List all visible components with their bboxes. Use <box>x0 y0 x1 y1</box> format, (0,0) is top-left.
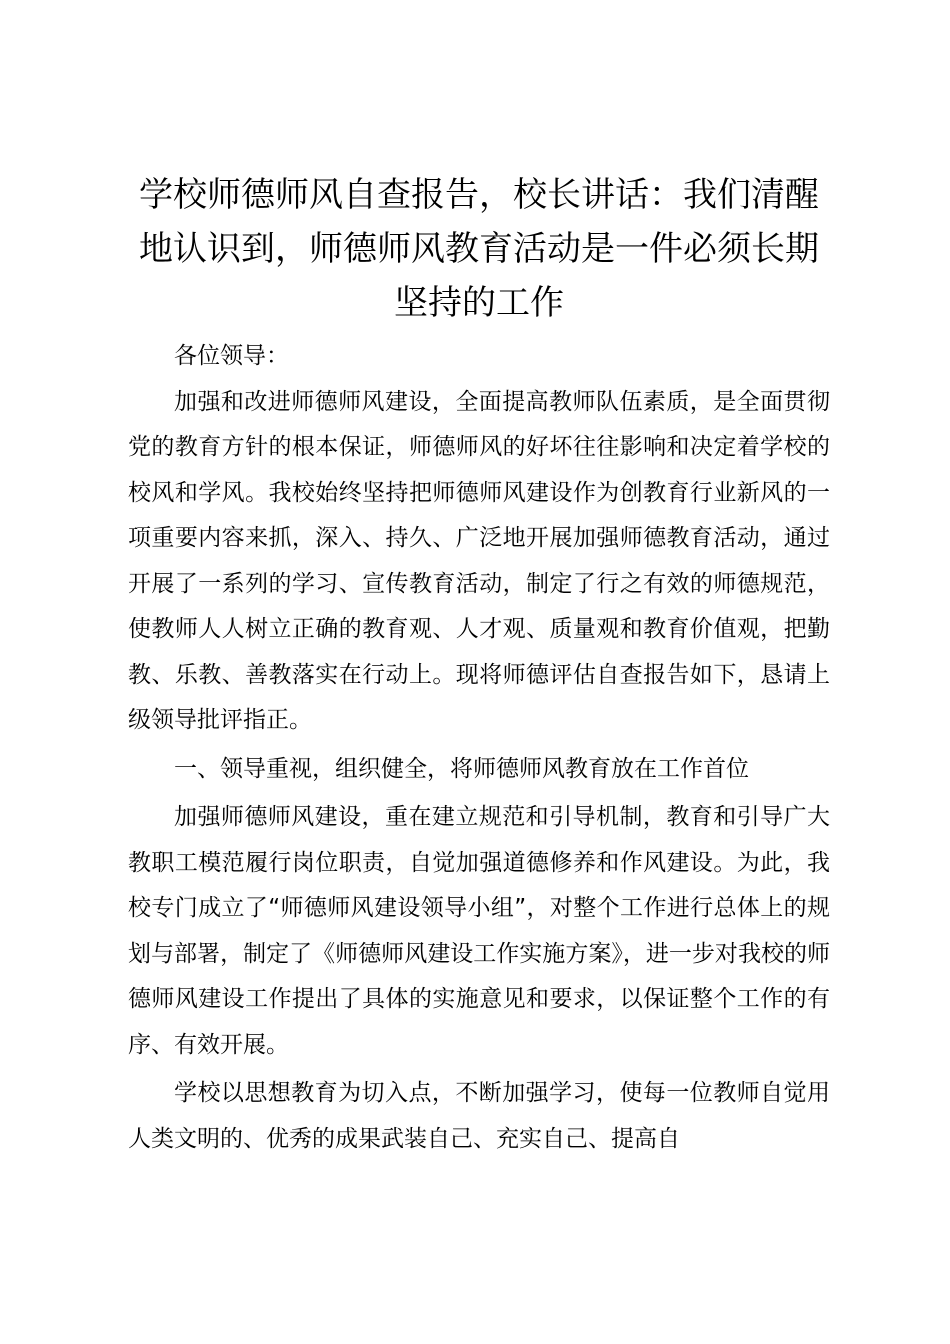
section-heading-1: 一、领导重视，组织健全，将师德师风教育放在工作首位 <box>174 755 749 782</box>
document-title: 学校师德师风自查报告，校长讲话：我们清醒地认识到，师德师风教育活动是一件必须长期坚持的工作 <box>139 175 819 323</box>
document-page <box>128 168 830 1162</box>
paragraph-intro: 加强和改进师德师风建设，全面提高教师队伍素质，是全面贯彻党的教育方针的根本保证，师德师风的好坏往往影响和决定着学校的校风和学风。我校始终坚持把师德师风建设作为创教育行业新风的一项重要内容来抓，深入、持久、广泛地开展加强师德教育活动，通过开展了一系列的学习、宣传教育活动，制定了行之有效的师德规范，使教师人人树立正确的教育观、人才观、质量观和教育价值观，把勤教、乐教、善教落实在行动上。现将师德评估自查报告如下，恳请上级领导批评指正。 <box>128 388 830 733</box>
document-body <box>128 334 830 1162</box>
paragraph-section-1: 加强师德师风建设，重在建立规范和引导机制，教育和引导广大教职工模范履行岗位职责，自觉加强道德修养和作风建设。为此，我校专门成立了“师德师风建设领导小组”，对整个工作进行总体上的规划与部署，制定了《师德师风建设工作实施方案》，进一步对我校的师德师风建设工作提出了具体的实施意见和要求，以保证整个工作的有序、有效开展。 <box>128 804 830 1058</box>
salutation: 各位领导： <box>174 343 289 369</box>
paragraph-study: 学校以思想教育为切入点，不断加强学习，使每一位教师自觉用人类文明的、优秀的成果武装自己、充实自己、提高自 <box>128 1080 830 1152</box>
